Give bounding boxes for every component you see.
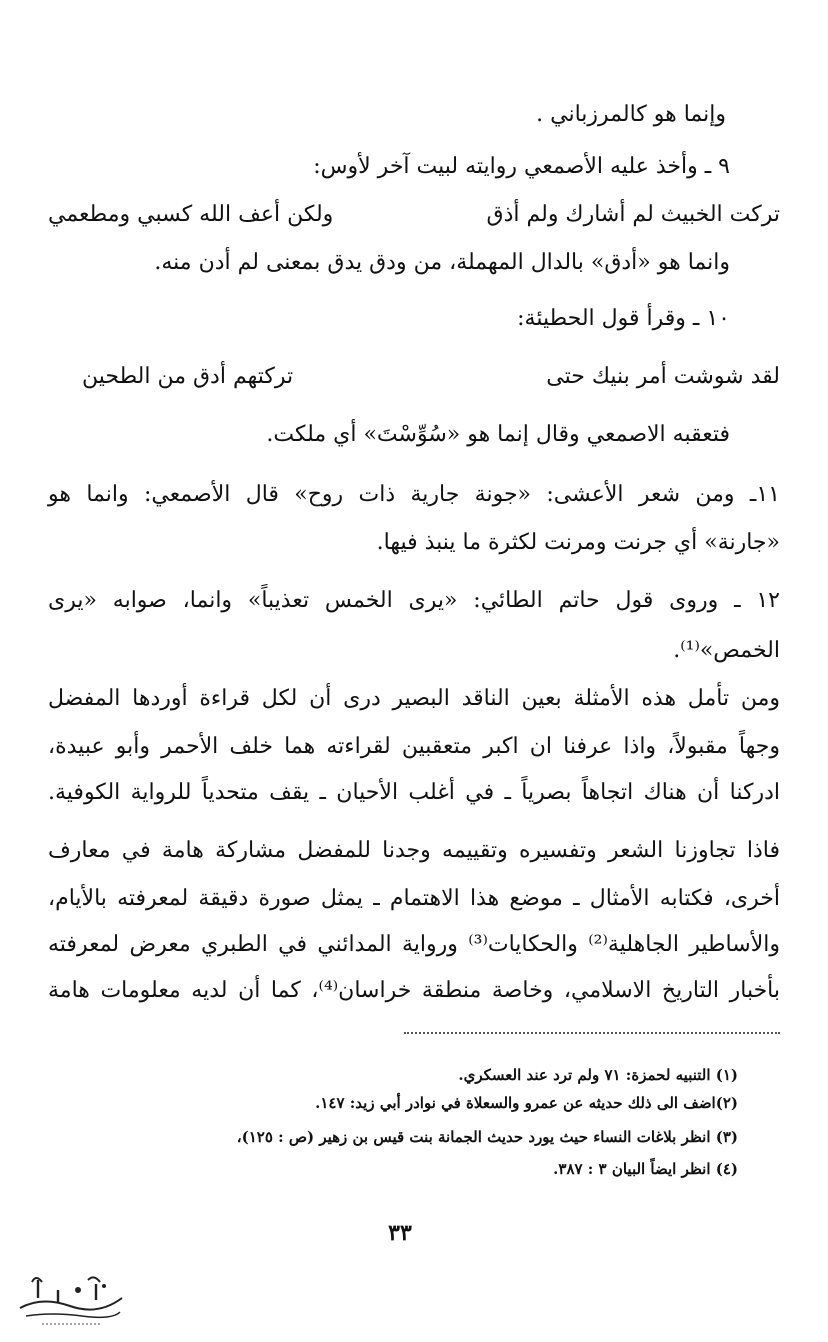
footnote-4: (٤) انظر ايضاً البيان ٣ : ٣٨٧.: [553, 1160, 738, 1178]
text-line: ٩ ـ وأخذ عليه الأصمعي روايته لبيت آخر لأوس:: [313, 154, 730, 179]
text-line: الخمص»⁽¹⁾.: [673, 638, 780, 663]
poem-line-2-first-hemistich: لقد شوشت أمر بنيك حتى: [546, 364, 780, 389]
text-line: فاذا تجاوزنا الشعر وتفسيره وتقييمه وجدنا للمفضل مشاركة هامة في معارف: [48, 838, 780, 863]
text-line: وإنما هو كالمرزباني .: [536, 102, 726, 127]
text-line: ١٢ ـ وروى قول حاتم الطائي: «يرى الخمس تعذيباً» وانما، صوابه «يرى: [48, 588, 780, 613]
poem-line-1-second-hemistich: ولكن أعف الله كسبي ومطعمي: [48, 202, 334, 227]
text-line: بأخبار التاريخ الاسلامي، وخاصة منطقة خراسان⁽⁴⁾، كما أن لديه معلومات هامة: [48, 978, 781, 1003]
text-line: وجهاً مقبولاً، واذا عرفنا ان اكبر متعقبين لقراءته هما خلف الأحمر وأبو عبيدة،: [48, 734, 780, 759]
text-line: وانما هو «أدق» بالدال المهملة، من ودق يدق بمعنى لم أدن منه.: [154, 250, 730, 275]
text-line: فتعقبه الاصمعي وقال إنما هو «سُوِّسْتَ» أي ملكت.: [266, 422, 730, 447]
text-line: ١٠ ـ وقرأ قول الحطيئة:: [517, 306, 730, 331]
text-line: ادركنا أن هناك اتجاهاً بصرياً ـ في أغلب الأحيان ـ يقف متحدياً للرواية الكوفية.: [48, 780, 780, 805]
text-line: ١١ـ ومن شعر الأعشى: «جونة جارية ذات روح» قال الأصمعي: وانما هو: [48, 482, 780, 507]
footnote-2: (٢)اضف الى ذلك حديثه عن عمرو والسعلاة في نوادر أبي زيد: ١٤٧.: [315, 1094, 738, 1112]
text-line: والأساطير الجاهلية⁽²⁾ والحكايات⁽³⁾ ورواية المدائني في الطبري معرض لمعرفته: [48, 932, 780, 957]
text-line: «جارنة» أي جرنت ومرنت لكثرة ما ينبذ فيها.: [376, 530, 780, 555]
text-line: ومن تأمل هذه الأمثلة بعين الناقد البصير درى أن لكل قراءة أوردها المفضل: [48, 686, 780, 711]
text-line: أخرى، فكتابه الأمثال ـ موضع هذا الاهتمام ـ يمثل صورة دقيقة لمعرفته بالأيام،: [48, 886, 780, 911]
publisher-logo: [12, 1268, 130, 1330]
poem-line-2-second-hemistich: تركتهم أدق من الطحين: [82, 364, 294, 389]
footnote-separator: [404, 1032, 780, 1034]
poem-line-1-first-hemistich: تركت الخبيث لم أشارك ولم أذق: [486, 202, 780, 227]
footnote-1: (١) التنبيه لحمزة: ٧١ ولم ترد عند العسكري.: [458, 1066, 738, 1084]
page-number: ٣٣: [388, 1220, 412, 1246]
footnote-3: (٣) انظر بلاغات النساء حيث يورد حديث الجمانة بنت قيس بن زهير (ص : ١٢٥)،: [236, 1128, 738, 1146]
